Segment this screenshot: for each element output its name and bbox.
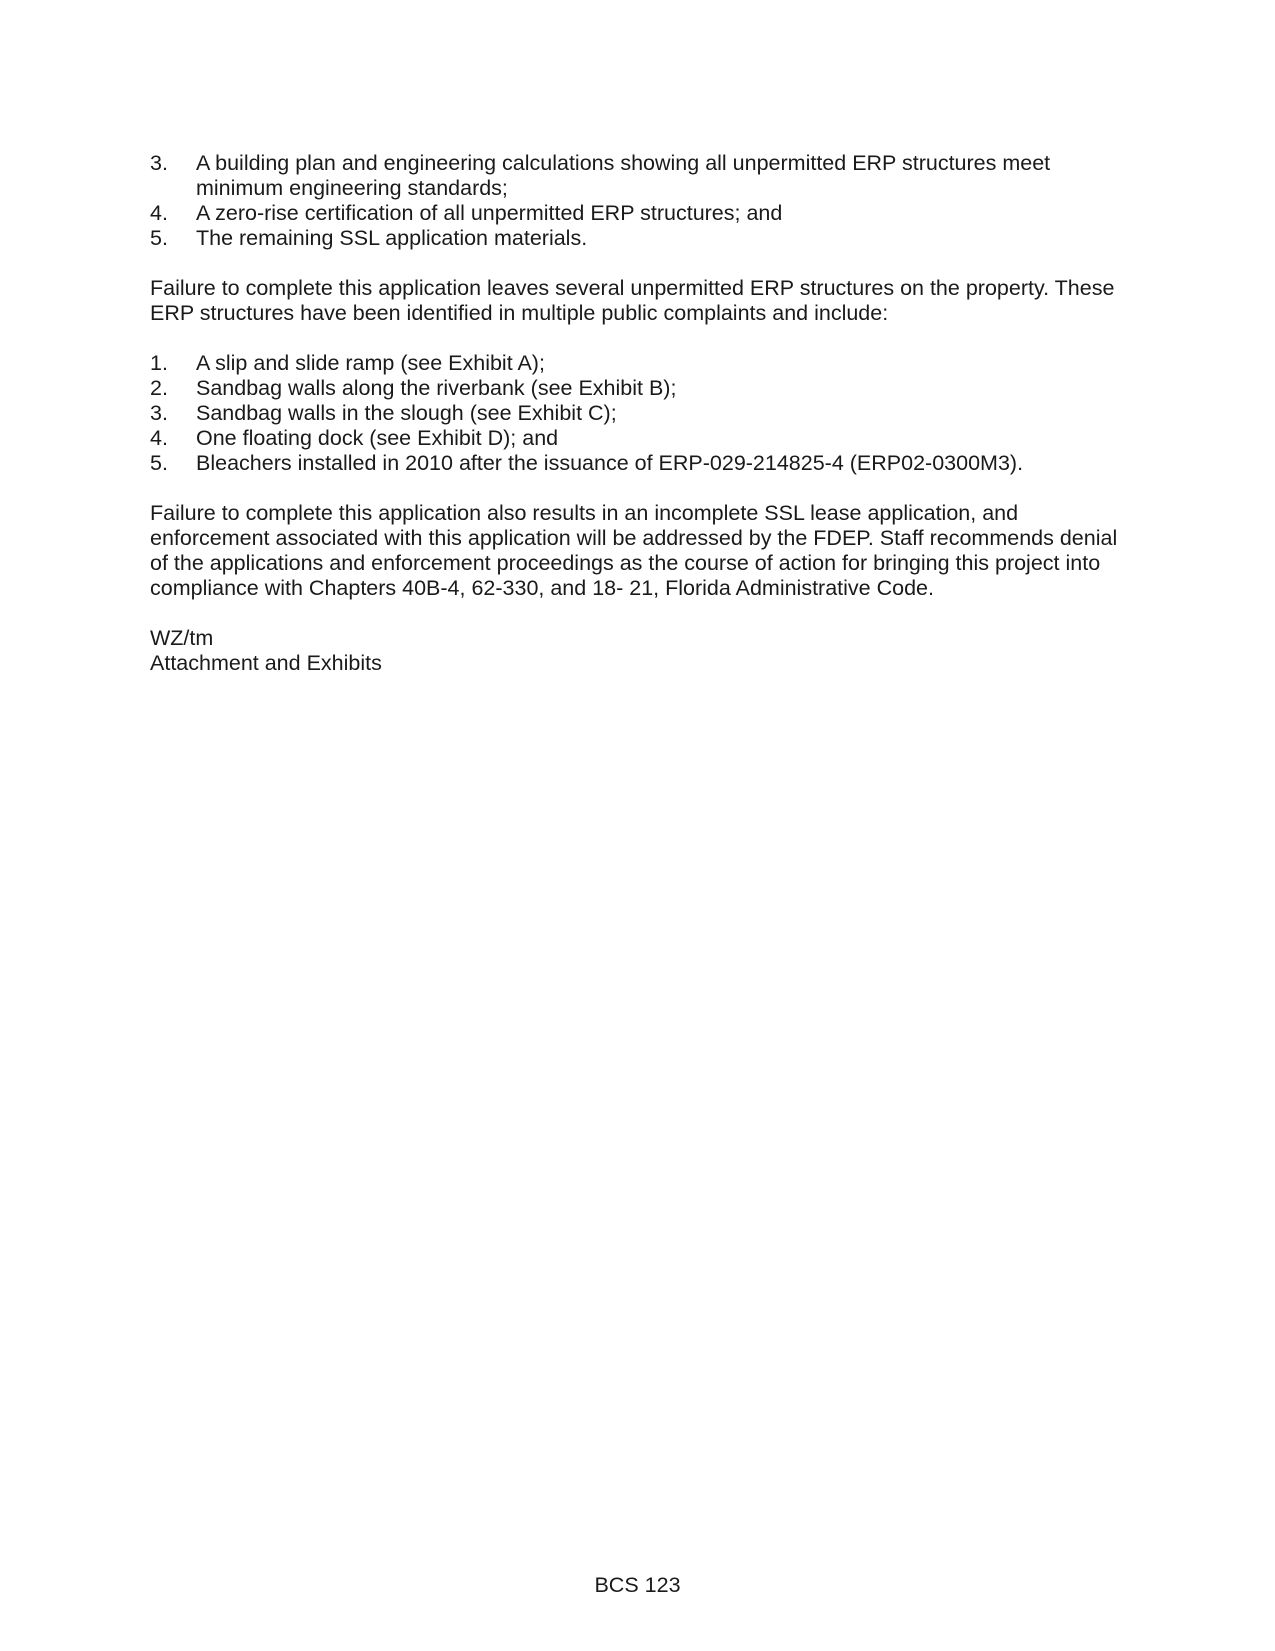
- list-item: [150, 201, 1135, 226]
- list-item: [150, 351, 1135, 376]
- list-item: [150, 151, 1135, 201]
- list-item-number: 4.: [150, 201, 168, 225]
- page-footer: BCS 123: [594, 1573, 681, 1597]
- list-item-text: Sandbag walls in the slough (see Exhibit C);: [196, 401, 617, 425]
- list-item-text: One floating dock (see Exhibit D); and: [196, 426, 559, 450]
- list-item: [150, 401, 1135, 426]
- spacer: [150, 476, 1135, 501]
- list-item: [150, 426, 1135, 451]
- spacer: [150, 601, 1135, 626]
- list-item-text: Bleachers installed in 2010 after the issuance of ERP-029-214825-4 (ERP02-0300M3).: [196, 451, 1024, 475]
- list-item-text: A slip and slide ramp (see Exhibit A);: [196, 351, 545, 375]
- list-item: [150, 451, 1135, 476]
- list-item-text: A zero-rise certification of all unpermitted ERP structures; and: [196, 201, 783, 225]
- paragraph-unpermitted-structures: Failure to complete this application leaves several unpermitted ERP structures on the property. These ERP structures have been identified in multiple public complaints and include:: [150, 276, 1115, 325]
- author-initials: WZ/tm: [150, 626, 214, 650]
- list-item: [150, 376, 1135, 401]
- requirements-list: [150, 151, 1135, 251]
- list-item-text: Sandbag walls along the riverbank (see Exhibit B);: [196, 376, 677, 400]
- list-item: [150, 226, 1135, 251]
- paragraph-recommendation: Failure to complete this application also results in an incomplete SSL lease application, and enforcement associated with this application will be addressed by the FDEP. Staff recommends denial of the applications and enforcement proceedings as the course of action for bringing this project into compliance with Chapters 40B-4, 62-330, and 18- 21, Florida Administrative Code.: [150, 501, 1118, 600]
- list-item-number: 3.: [150, 401, 168, 425]
- list-item-number: 5.: [150, 226, 168, 250]
- list-item-number: 4.: [150, 426, 168, 450]
- list-item-text: The remaining SSL application materials.: [196, 226, 588, 250]
- list-item-number: 2.: [150, 376, 168, 400]
- list-item-number: 1.: [150, 351, 168, 375]
- list-item-number: 5.: [150, 451, 168, 475]
- structures-list: [150, 351, 1135, 476]
- spacer: [150, 251, 1135, 276]
- list-item-number: 3.: [150, 151, 168, 175]
- document-body: [150, 151, 1135, 676]
- attachments-note: Attachment and Exhibits: [150, 651, 382, 675]
- spacer: [150, 326, 1135, 351]
- list-item-text: A building plan and engineering calculations showing all unpermitted ERP structures meet minimum engineering standards;: [196, 151, 1051, 200]
